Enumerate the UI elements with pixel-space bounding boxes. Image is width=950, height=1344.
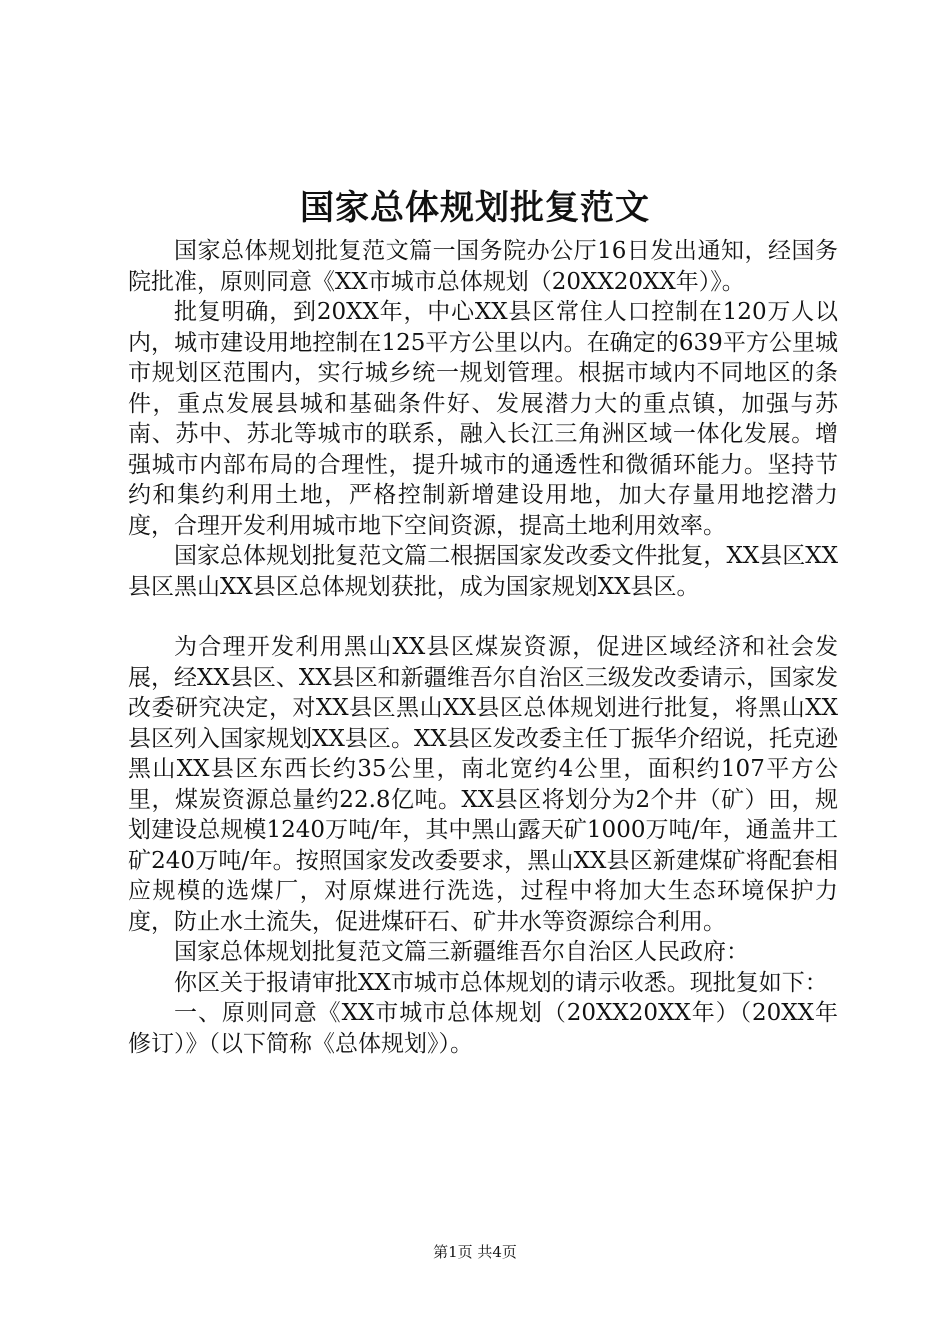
paragraph-3: 国家总体规划批复范文篇二根据国家发改委文件批复，XX县区XX县区黑山XX县区总体规划获批，成为国家规划XX县区。 (128, 543, 838, 600)
document-title: 国家总体规划批复范文 (300, 188, 650, 228)
page-number-footer: 第1页 共4页 (433, 1243, 517, 1261)
paragraph-1: 国家总体规划批复范文篇一国务院办公厅16日发出通知，经国务院批准，原则同意《XX市城市总体规划（20XX20XX年）》。 (128, 238, 838, 295)
paragraph-spacer (128, 602, 838, 632)
paragraph-5: 国家总体规划批复范文篇三新疆维吾尔自治区人民政府： (174, 939, 749, 965)
paragraph-7: 一、原则同意《XX市城市总体规划（20XX20XX年）（20XX年修订）》（以下简称《总体规划》）。 (128, 1000, 838, 1057)
document-body (128, 236, 838, 1059)
paragraph-2: 批复明确，到20XX年，中心XX县区常住人口控制在120万人以内，城市建设用地控制在125平方公里以内。在确定的639平方公里城市规划区范围内，实行城乡统一规划管理。根据市域内不同地区的条件，重点发展县城和基础条件好、发展潜力大的重点镇，加强与苏南、苏中、苏北等城市的联系，融入长江三角洲区域一体化发展。增强城市内部布局的合理性，提升城市的通透性和微循环能力。坚持节约和集约利用土地，严格控制新增建设用地，加大存量用地挖潜力度，合理开发利用城市地下空间资源，提高土地利用效率。 (128, 299, 838, 539)
paragraph-4: 为合理开发利用黑山XX县区煤炭资源，促进区域经济和社会发展，经XX县区、XX县区和新疆维吾尔自治区三级发改委请示，国家发改委研究决定，对XX县区黑山XX县区总体规划进行批复，将黑山XX县区列入国家规划XX县区。XX县区发改委主任丁振华介绍说，托克逊黑山XX县区东西长约35公里，南北宽约4公里，面积约107平方公里，煤炭资源总量约22.8亿吨。XX县区将划分为2个井（矿）田，规划建设总规模1240万吨/年，其中黑山露天矿1000万吨/年，通盖井工矿240万吨/年。按照国家发改委要求，黑山XX县区新建煤矿将配套相应规模的选煤厂，对原煤进行洗选，过程中将加大生态环境保护力度，防止水土流失，促进煤矸石、矿井水等资源综合利用。 (128, 634, 838, 935)
paragraph-6: 你区关于报请审批XX市城市总体规划的请示收悉。现批复如下： (174, 969, 828, 996)
